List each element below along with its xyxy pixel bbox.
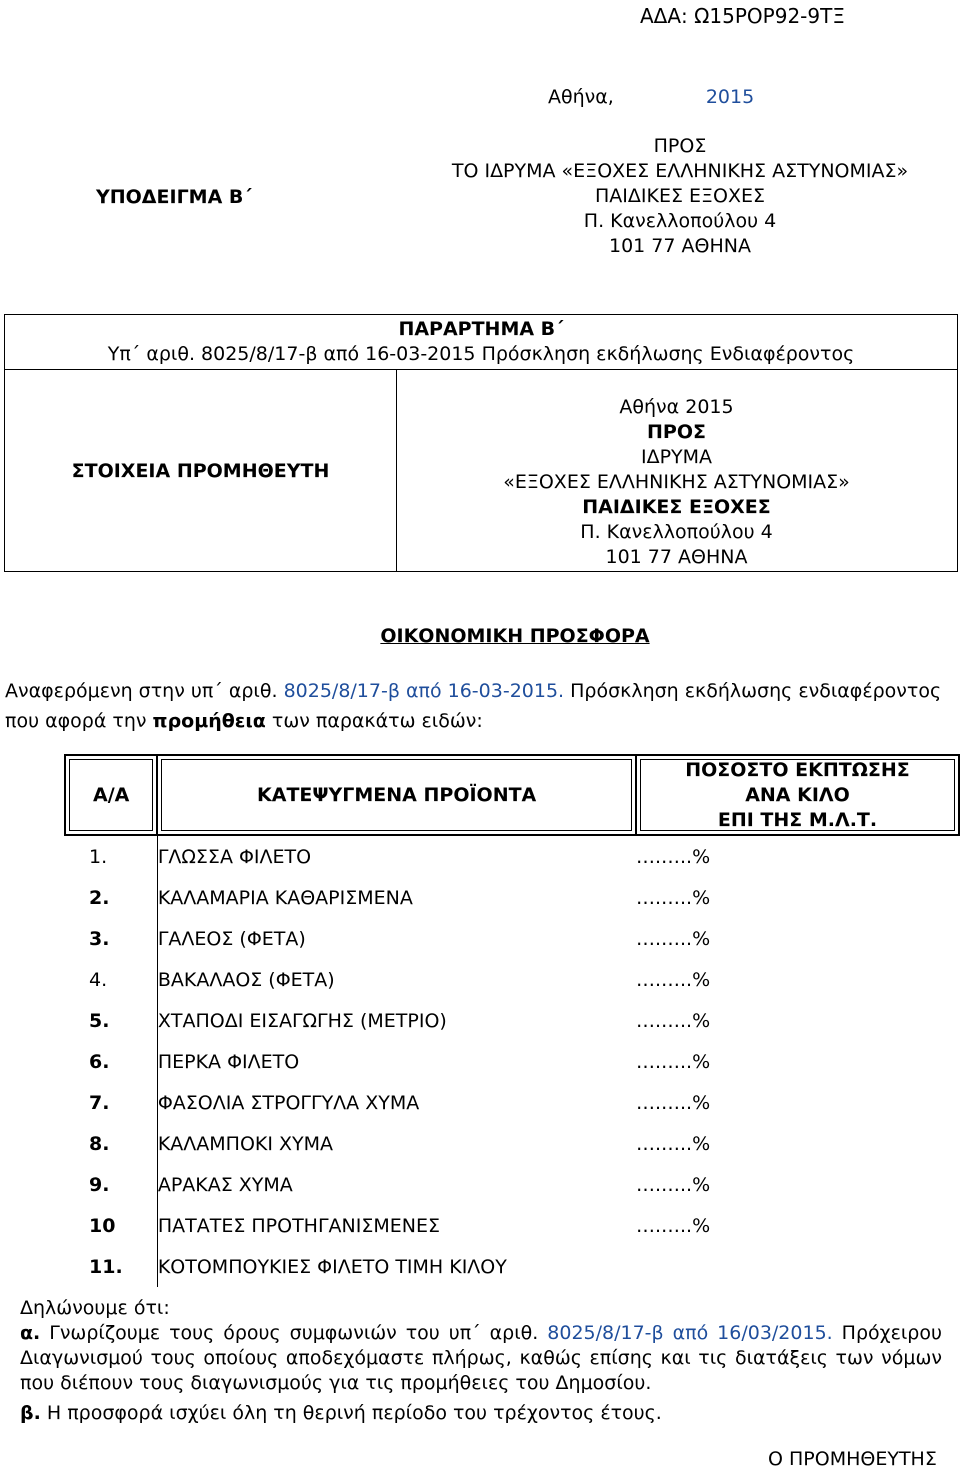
row-discount[interactable]: ….…..%	[635, 886, 711, 909]
annex-inst-line: ΠΑΙΔΙΚΕΣ ΕΞΟΧΕΣ	[582, 496, 771, 518]
declaration-a-label: α.	[20, 1322, 41, 1344]
row-number: 3.	[65, 918, 157, 959]
table-row	[65, 918, 959, 959]
ref-prefix: Αναφερόμενη στην υπ΄ αριθ.	[5, 680, 278, 702]
signature-label: Ο ΠΡΟΜΗΘΕΥΤΗΣ	[768, 1448, 937, 1470]
recipient-line: Π. Κανελλοπούλου 4	[583, 210, 777, 232]
reference-paragraph	[5, 676, 950, 736]
table-row	[65, 1205, 959, 1246]
row-number: 6.	[65, 1041, 157, 1082]
row-number: 7.	[65, 1082, 157, 1123]
declaration-a-text-1: Γνωρίζουμε τους όρους συμφωνιών του υπ΄ αριθ.	[49, 1322, 539, 1344]
annex-inst-line: Π. Κανελλοπούλου 4	[580, 521, 773, 543]
row-number: 11.	[65, 1246, 157, 1287]
declaration-a-text-2: Πρόχειρου Διαγωνισμού τους οποίους αποδεχόμαστε πλήρως, καθώς επίσης και τις διατάξεις των νόμων που διέπουν τους διαγωνισμούς για τις προμήθειες του Δημοσίου.	[20, 1322, 942, 1394]
row-discount[interactable]: ….…..%	[635, 1132, 711, 1155]
row-discount[interactable]: ….…..%	[635, 968, 711, 991]
row-number: 2.	[65, 877, 157, 918]
annex-city-year: Αθήνα 2015	[619, 396, 734, 418]
annex-reference: Υπ΄ αριθ. 8025/8/17-β από 16-03-2015 Πρόσκληση εκδήλωσης Ενδιαφέροντος	[107, 343, 855, 365]
row-discount[interactable]	[636, 1246, 959, 1287]
row-discount[interactable]: ….…..%	[635, 845, 711, 868]
recipient-line: ΤΟ ΙΔΡΥΜΑ «ΕΞΟΧΕΣ ΕΛΛΗΝΙΚΗΣ ΑΣΤΥΝΟΜΙΑΣ»	[451, 160, 909, 182]
header-discount	[636, 755, 959, 835]
declaration-b	[20, 1402, 662, 1424]
ref-mid: Πρόσκληση εκδήλωσης ενδιαφέροντος που αφορά την	[5, 680, 942, 732]
declaration-intro: Δηλώνουμε ότι:	[20, 1297, 170, 1319]
declaration-b-text: Η προσφορά ισχύει όλη τη θερινή περίοδο του τρέχοντος έτους.	[46, 1402, 662, 1424]
offer-title: ΟΙΚΟΝΟΜΙΚΗ ΠΡΟΣΦΟΡΑ	[380, 625, 650, 647]
annex-title: ΠΑΡΑΡΤΗΜΑ Β΄	[398, 318, 564, 340]
table-row	[65, 959, 959, 1000]
row-discount[interactable]: ….…..%	[635, 1050, 711, 1073]
recipient-line: 101 77 ΑΘΗΝΑ	[609, 235, 751, 257]
row-product: ΠΑΤΑΤΕΣ ΠΡΟΤΗΓΑΝΙΣΜΕΝΕΣ	[157, 1214, 440, 1237]
annex-inst-line: «ΕΞΟΧΕΣ ΕΛΛΗΝΙΚΗΣ ΑΣΤΥΝΟΜΙΑΣ»	[503, 471, 850, 493]
row-discount[interactable]: ….…..%	[635, 1091, 711, 1114]
header-aa: Α/Α	[65, 755, 157, 835]
row-product: ΚΑΛΑΜΑΡΙΑ ΚΑΘΑΡΙΣΜΕΝΑ	[157, 886, 413, 909]
row-product: ΓΑΛΕΟΣ (ΦΕΤΑ)	[157, 927, 306, 950]
row-number: 1.	[65, 835, 157, 877]
declaration-a-ref: 8025/8/17-β από 16/03/2015.	[547, 1322, 833, 1344]
recipient-line: ΠΑΙΔΙΚΕΣ ΕΞΟΧΕΣ	[595, 185, 765, 207]
annex-header	[5, 315, 957, 370]
table-row	[65, 1000, 959, 1041]
annex-box	[4, 314, 958, 572]
row-number: 5.	[65, 1000, 157, 1041]
row-product: ΚΟΤΟΜΠΟΥΚΙΕΣ ΦΙΛΕΤΟ ΤΙΜΗ ΚΙΛΟΥ	[157, 1255, 507, 1278]
row-number: 10	[65, 1205, 157, 1246]
annex-to-label: ΠΡΟΣ	[647, 421, 706, 443]
header-discount-line: ΕΠΙ ΤΗΣ Μ.Λ.Τ.	[717, 808, 878, 831]
to-label: ΠΡΟΣ	[653, 135, 707, 157]
ref-number: 8025/8/17-β από 16-03-2015.	[283, 680, 565, 702]
row-number: 8.	[65, 1123, 157, 1164]
annex-recipient-cell	[396, 370, 957, 571]
sample-label: ΥΠΟΔΕΙΓΜΑ Β΄	[96, 186, 252, 208]
row-product: ΧΤΑΠΟΔΙ ΕΙΣΑΓΩΓΗΣ (ΜΕΤΡΙΟ)	[157, 1009, 447, 1032]
date-year: 2015	[705, 86, 755, 108]
products-table	[64, 754, 960, 1287]
ref-bold: προμήθεια	[152, 710, 266, 732]
table-body	[65, 835, 959, 1287]
row-product: ΓΛΩΣΣΑ ΦΙΛΕΤΟ	[157, 845, 312, 868]
recipient-block	[430, 134, 930, 259]
ada-code: ΑΔΑ: Ω15ΡΟΡ92-9ΤΞ	[640, 4, 845, 28]
date-city: Αθήνα,	[548, 86, 614, 108]
row-number: 4.	[65, 959, 157, 1000]
annex-inst-line: ΙΔΡΥΜΑ	[640, 446, 713, 468]
date-line	[548, 86, 754, 108]
row-product: ΠΕΡΚΑ ΦΙΛΕΤΟ	[157, 1050, 300, 1073]
row-product: ΒΑΚΑΛΑΟΣ (ΦΕΤΑ)	[157, 968, 335, 991]
table-header-row	[65, 755, 959, 835]
declaration-b-label: β.	[20, 1402, 41, 1424]
table-row	[65, 1082, 959, 1123]
row-discount[interactable]: ….…..%	[635, 927, 711, 950]
supplier-details-cell	[5, 370, 397, 571]
row-product: ΚΑΛΑΜΠΟΚΙ ΧΥΜΑ	[157, 1132, 334, 1155]
table-row	[65, 1041, 959, 1082]
table-row	[65, 1246, 959, 1287]
annex-inst-line: 101 77 ΑΘΗΝΑ	[605, 546, 748, 568]
declaration-a	[20, 1321, 942, 1396]
table-row	[65, 877, 959, 918]
row-discount[interactable]: ….…..%	[635, 1009, 711, 1032]
row-discount[interactable]: ….…..%	[635, 1173, 711, 1196]
table-row	[65, 1123, 959, 1164]
row-product: ΦΑΣΟΛΙΑ ΣΤΡΟΓΓΥΛΑ ΧΥΜΑ	[157, 1091, 420, 1114]
ref-suffix: των παρακάτω ειδών:	[271, 710, 483, 732]
table-row	[65, 1164, 959, 1205]
row-product: ΑΡΑΚΑΣ ΧΥΜΑ	[157, 1173, 293, 1196]
row-number: 9.	[65, 1164, 157, 1205]
header-discount-line: ΑΝΑ ΚΙΛΟ	[745, 783, 850, 806]
supplier-label: ΣΤΟΙΧΕΙΑ ΠΡΟΜΗΘΕΥΤΗ	[71, 459, 330, 482]
table-row	[65, 835, 959, 877]
header-products: ΚΑΤΕΨΥΓΜΕΝΑ ΠΡΟΪΟΝΤΑ	[157, 755, 636, 835]
row-discount[interactable]: ….…..%	[635, 1214, 711, 1237]
header-discount-line: ΠΟΣΟΣΤΟ ΕΚΠΤΩΣΗΣ	[685, 758, 910, 781]
